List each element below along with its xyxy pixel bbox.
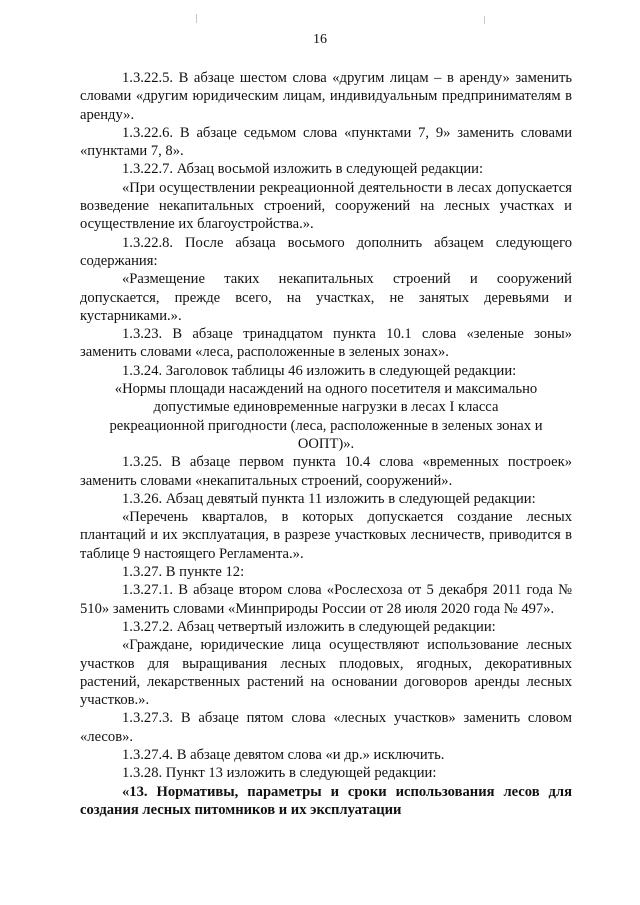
scan-mark [196, 14, 197, 23]
bold-heading: «13. Нормативы, параметры и сроки использования лесов для создания лесных питомников и их эксплуатации [80, 783, 572, 818]
paragraph: 1.3.27.1. В абзаце втором слова «Рослесхоза от 5 декабря 2011 года № 510» заменить словами «Минприроды России от 28 июля 2020 года № 497». [80, 582, 572, 617]
paragraph: 1.3.27. В пункте 12: [122, 564, 245, 581]
paragraph: 1.3.28. Пункт 13 изложить в следующей редакции: [122, 765, 437, 782]
paragraph: 1.3.24. Заголовок таблицы 46 изложить в следующей редакции: [122, 362, 517, 379]
page-number: 16 [313, 32, 327, 47]
table-title-line: ООПТ)». [297, 435, 355, 452]
quoted-paragraph: «Размещение таких некапитальных строений и сооружений допускается, прежде всего, на участках, не занятых деревьями и кустарниками.». [80, 271, 572, 324]
table-title [80, 380, 572, 453]
paragraph: 1.3.27.3. В абзаце пятом слова «лесных участков» заменить словом «лесов». [80, 710, 572, 745]
scan-mark [484, 16, 485, 24]
document-body [80, 69, 572, 819]
paragraph: 1.3.22.5. В абзаце шестом слова «другим лицам – в аренду» заменить словами «другим юридическим лицам, индивидуальным предпринимателям в аренду». [80, 70, 572, 123]
quoted-paragraph: «Граждане, юридические лица осуществляют использование лесных участков для выращивания лесных плодовых, ягодных, декоративных растений, лекарственных растений на основании договоров аренды лесных участков.». [80, 637, 572, 709]
paragraph: 1.3.22.6. В абзаце седьмом слова «пунктами 7, 9» заменить словами «пунктами 7, 8». [80, 124, 572, 160]
quoted-paragraph: «Перечень кварталов, в которых допускается создание лесных плантаций и их эксплуатация, в разрезе участковых лесничеств, приводится в таблице 9 настоящего Регламента.». [80, 509, 572, 562]
paragraph: 1.3.22.7. Абзац восьмой изложить в следующей редакции: [122, 161, 484, 178]
table-title-line: «Нормы площади насаждений на одного посетителя и максимально [114, 381, 538, 398]
paragraph: 1.3.27.2. Абзац четвертый изложить в следующей редакции: [122, 618, 496, 635]
paragraph: 1.3.26. Абзац девятый пункта 11 изложить в следующей редакции: [122, 490, 536, 507]
paragraph: 1.3.25. В абзаце первом пункта 10.4 слова «временных построек» заменить словами «некапитальных строений, сооружений». [80, 454, 572, 489]
paragraph: 1.3.27.4. В абзаце девятом слова «и др.» исключить. [122, 746, 445, 763]
paragraph: 1.3.23. В абзаце тринадцатом пункта 10.1 слова «зеленые зоны» заменить словами «леса, расположенные в зеленых зонах». [80, 326, 572, 361]
table-title-line: рекреационной пригодности (леса, расположенные в зеленых зонах и [109, 417, 543, 434]
quoted-paragraph: «При осуществлении рекреационной деятельности в лесах допускается возведение некапитальных строений, сооружений на лесных участках и осуществление их благоустройства.». [80, 179, 572, 233]
paragraph: 1.3.22.8. После абзаца восьмого дополнить абзацем следующего содержания: [80, 234, 572, 269]
table-title-line: допустимые единовременные нагрузки в лесах I класса [153, 399, 499, 416]
